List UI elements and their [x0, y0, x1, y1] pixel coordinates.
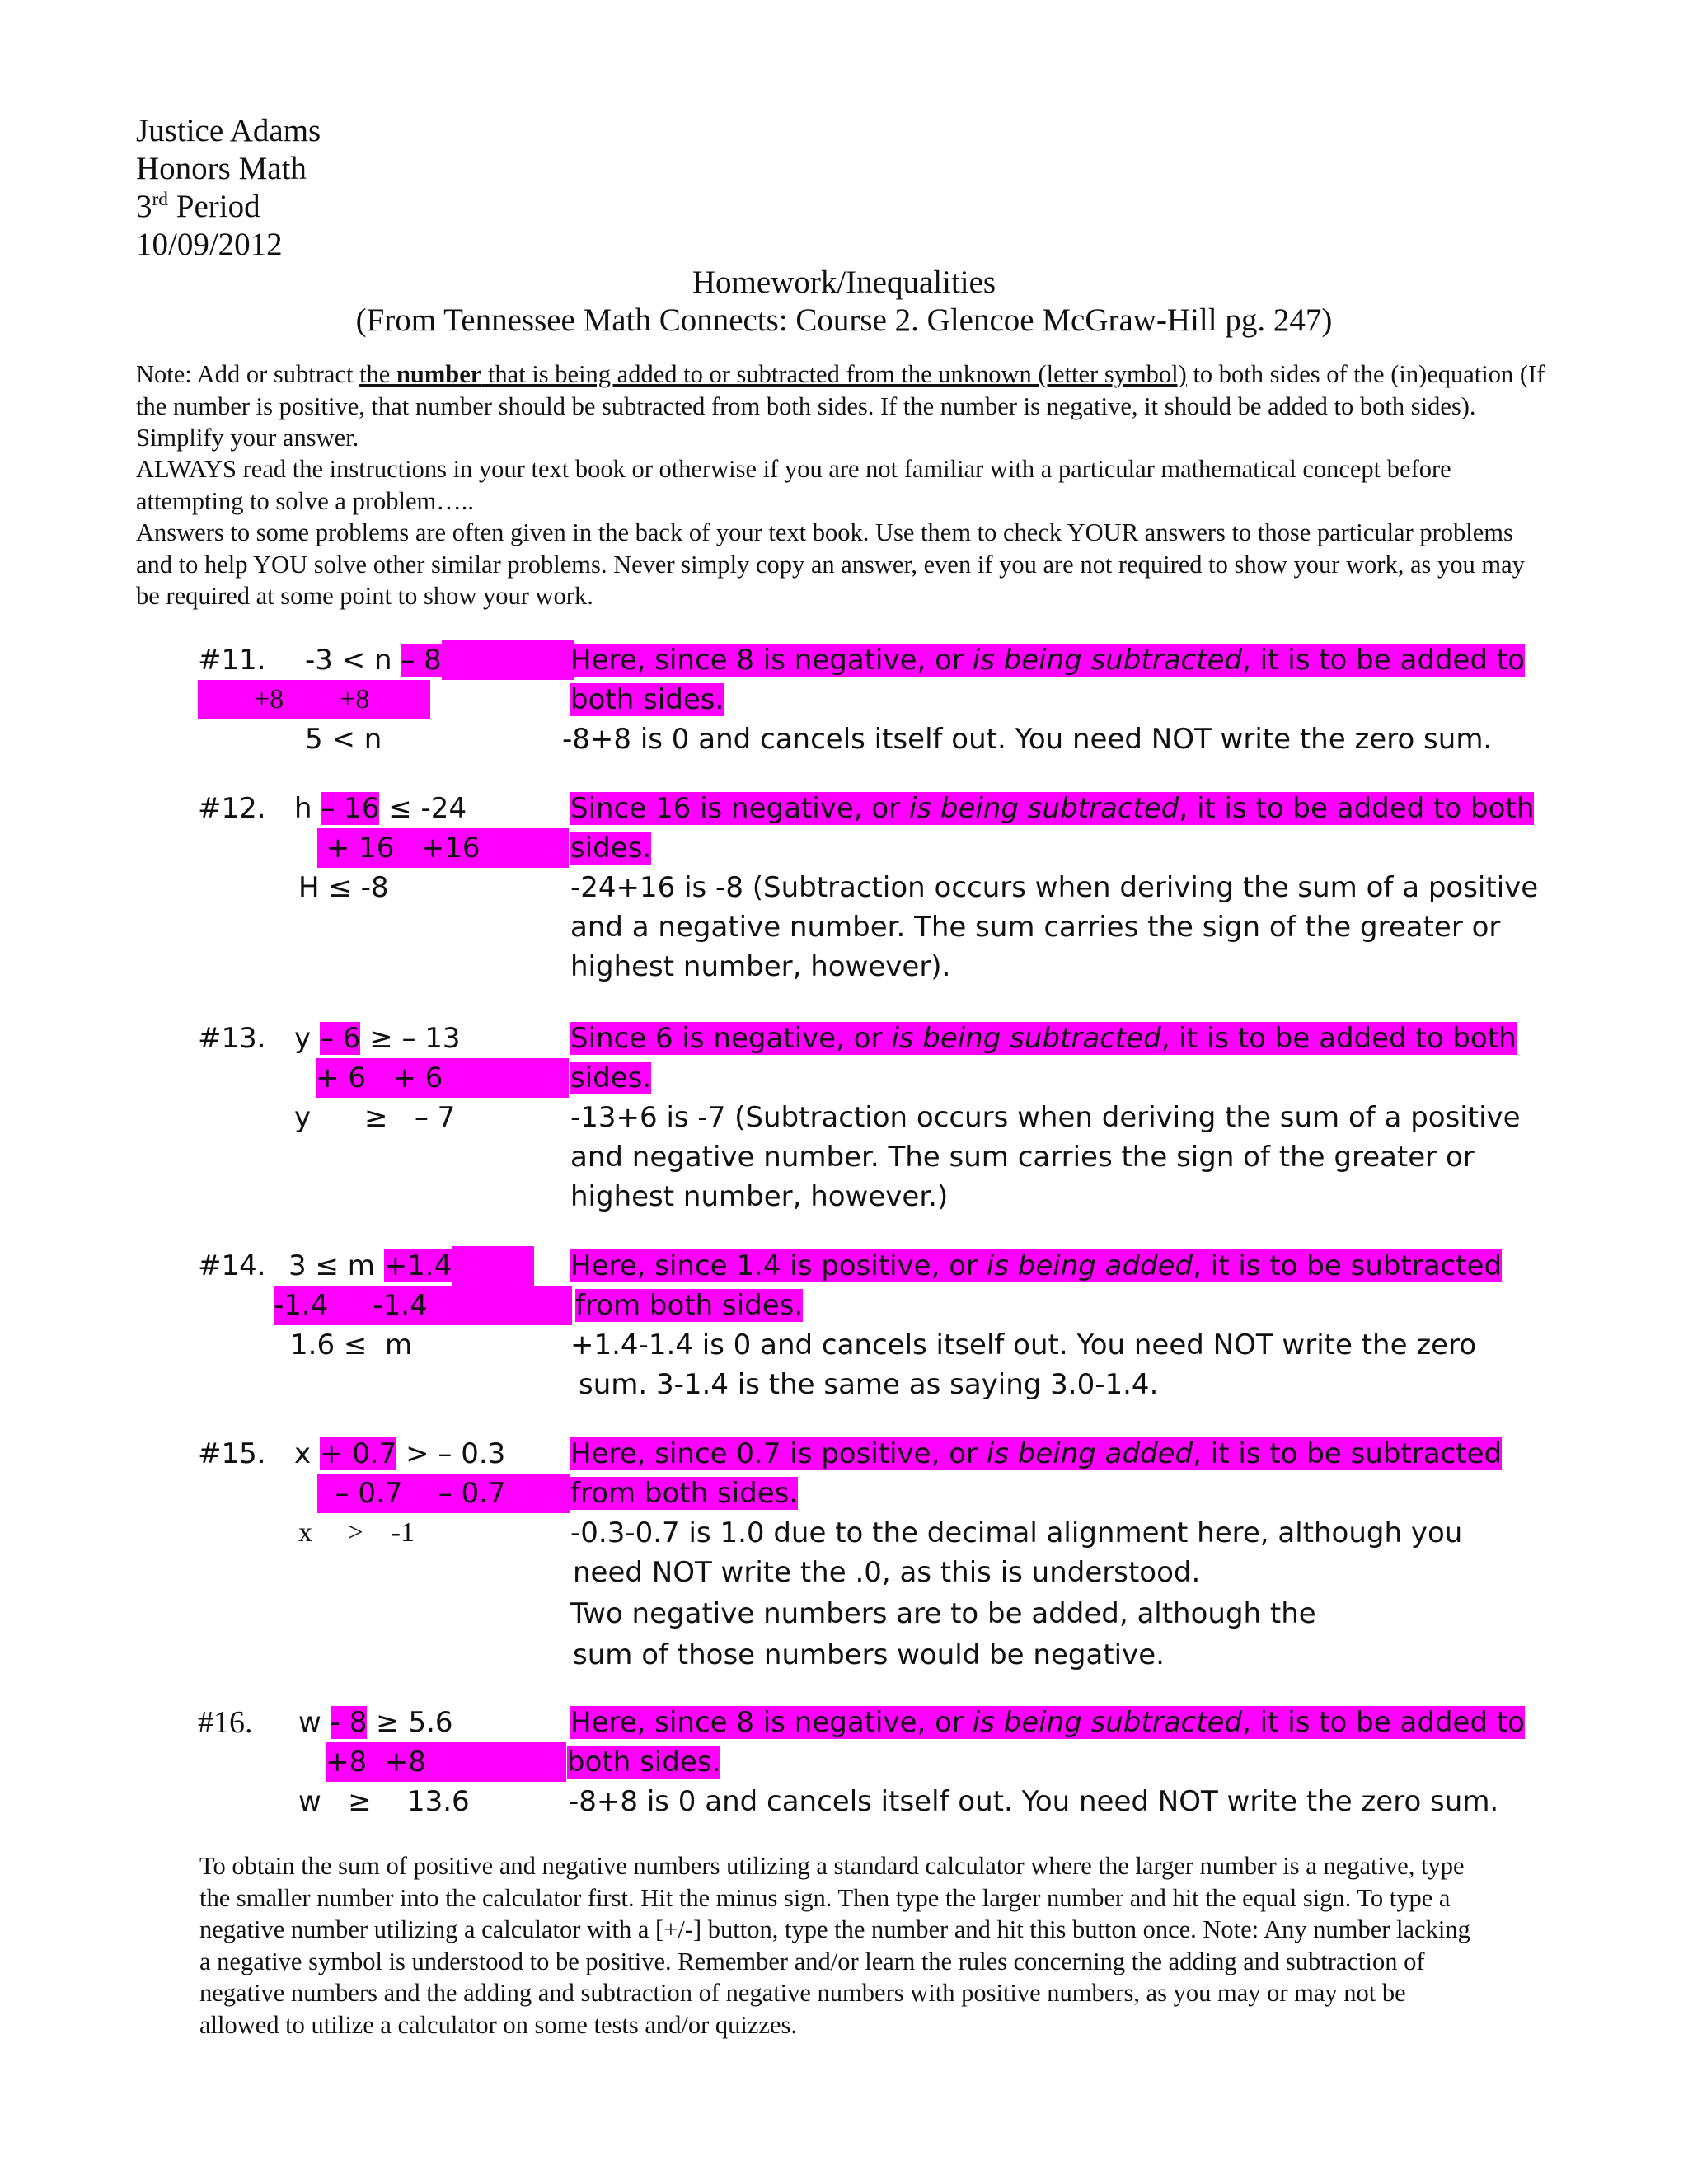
explanation-line: Here, since 0.7 is positive, or is being added, it is to be subtracted — [570, 1437, 1503, 1470]
explanation-line: -8+8 is 0 and cancels itself out. You need NOT write the zero sum. — [562, 723, 1493, 756]
inequality-line: 3 ≤ m +1.4 — [288, 1246, 534, 1286]
student-name: Justice Adams — [136, 113, 321, 148]
result-line: w ≥ 13.6 — [298, 1785, 470, 1818]
result-line: 5 < n — [305, 723, 382, 756]
explanation-line: Since 16 is negative, or is being subtracted, it is to be added to both — [570, 792, 1535, 825]
class-period: 3rd Period — [136, 189, 260, 224]
explanation-line: highest number, however.) — [570, 1180, 949, 1213]
inequality-line: x + 0.7 > – 0.3 — [294, 1437, 506, 1470]
explanation-line: from both sides. — [570, 1477, 799, 1510]
explanation-line: need NOT write the .0, as this is understood. — [573, 1556, 1201, 1589]
course-name: Honors Math — [136, 151, 307, 186]
inequality-line: y – 6 ≥ – 13 — [294, 1022, 461, 1055]
step-line: + 16 +16 — [317, 828, 569, 868]
inequality-line: h – 16 ≤ -24 — [294, 792, 467, 825]
page-subtitle: (From Tennessee Math Connects: Course 2. Glencoe McGraw-Hill pg. 247) — [355, 302, 1333, 338]
explanation-line: -13+6 is -7 (Subtraction occurs when deriving the sum of a positive — [570, 1101, 1521, 1134]
inequality-line: -3 < n – 8 — [305, 640, 574, 680]
note-paragraph: Note: Add or subtract the number that is being added to or subtracted from the unknown (letter symbol) to both sides of the (in)equation (If the number is positive, that number should be subtracted from both sides. If the number is negative, it should be added to both sides). Simplify your answer. — [136, 360, 1545, 452]
explanation-line: and a negative number. The sum carries the sign of the greater or — [570, 911, 1501, 944]
problem-number: #16. — [198, 1705, 253, 1740]
date: 10/09/2012 — [136, 227, 283, 262]
explanation-line: sides. — [570, 1062, 652, 1094]
explanation-line: both sides. — [567, 1746, 721, 1779]
step-line: + 6 + 6 — [316, 1058, 569, 1098]
inequality-line: w - 8 ≥ 5.6 — [298, 1706, 453, 1739]
step-line: -1.4 -1.4 — [274, 1286, 572, 1325]
step-line: +8 +8 — [198, 680, 430, 719]
explanation-line: -0.3-0.7 is 1.0 due to the decimal alignment here, although you — [570, 1516, 1463, 1549]
explanation-line: +1.4-1.4 is 0 and cancels itself out. You need NOT write the zero — [570, 1329, 1477, 1361]
explanation-line: sum of those numbers would be negative. — [573, 1638, 1165, 1671]
explanation-line: and negative number. The sum carries the sign of the greater or — [570, 1141, 1475, 1174]
page-title: Homework/Inequalities — [692, 265, 996, 300]
problem-number: #14. — [198, 1249, 266, 1282]
result-line: y ≥ – 7 — [294, 1101, 456, 1134]
answers-paragraph: Answers to some problems are often given in the back of your text book. Use them to check YOUR answers to those particular problems and to help YOU solve other similar problems. Never simply copy an answer, even if you are not required to show your work, as you may be required at some point to show your work. — [136, 518, 1525, 610]
explanation-line: Here, since 8 is negative, or is being subtracted, it is to be added to — [570, 644, 1525, 677]
result-line: x > -1 — [298, 1517, 415, 1548]
explanation-line: Since 6 is negative, or is being subtracted, it is to be added to both — [570, 1022, 1517, 1055]
problem-number: #13. — [198, 1022, 266, 1055]
problem-number: #11. — [198, 644, 266, 677]
calculator-note-paragraph: To obtain the sum of positive and negative numbers utilizing a standard calculator where the larger number is a negative, type the smaller number into the calculator first. Hit the minus sign. Then type the larger number and hit the equal sign. To type a negative number utilizing a calculator with a [+/-] button, type the number and hit this button once. Note: Any number lacking a negative symbol is understood to be positive. Remember and/or learn the rules concerning the adding and subtraction of negative numbers and the adding and subtraction of negative numbers with positive numbers, as you may or may not be allowed to utilize a calculator on some tests and/or quizzes. — [199, 1852, 1470, 2039]
explanation-line: highest number, however). — [570, 950, 951, 983]
explanation-line: sum. 3-1.4 is the same as saying 3.0-1.4. — [579, 1368, 1159, 1401]
problem-number: #15. — [198, 1437, 266, 1470]
step-line: – 0.7 – 0.7 — [317, 1474, 570, 1513]
explanation-line: Here, since 1.4 is positive, or is being added, it is to be subtracted — [570, 1249, 1503, 1282]
result-line: H ≤ -8 — [298, 871, 389, 904]
explanation-line: from both sides. — [575, 1289, 804, 1322]
instructions-paragraph: ALWAYS read the instructions in your text book or otherwise if you are not familiar with a particular mathematical concept before attempting to solve a problem….. — [136, 455, 1451, 515]
explanation-line: -8+8 is 0 and cancels itself out. You need NOT write the zero sum. — [569, 1785, 1499, 1818]
explanation-line: Here, since 8 is negative, or is being subtracted, it is to be added to — [570, 1706, 1525, 1739]
problem-number: #12. — [198, 792, 266, 825]
result-line: 1.6 ≤ m — [290, 1329, 413, 1361]
step-line: +8 +8 — [326, 1742, 566, 1782]
explanation-line: sides. — [570, 832, 652, 865]
explanation-line: -24+16 is -8 (Subtraction occurs when deriving the sum of a positive — [570, 871, 1539, 904]
explanation-line: Two negative numbers are to be added, although the — [570, 1597, 1316, 1630]
explanation-line: both sides. — [570, 683, 724, 716]
